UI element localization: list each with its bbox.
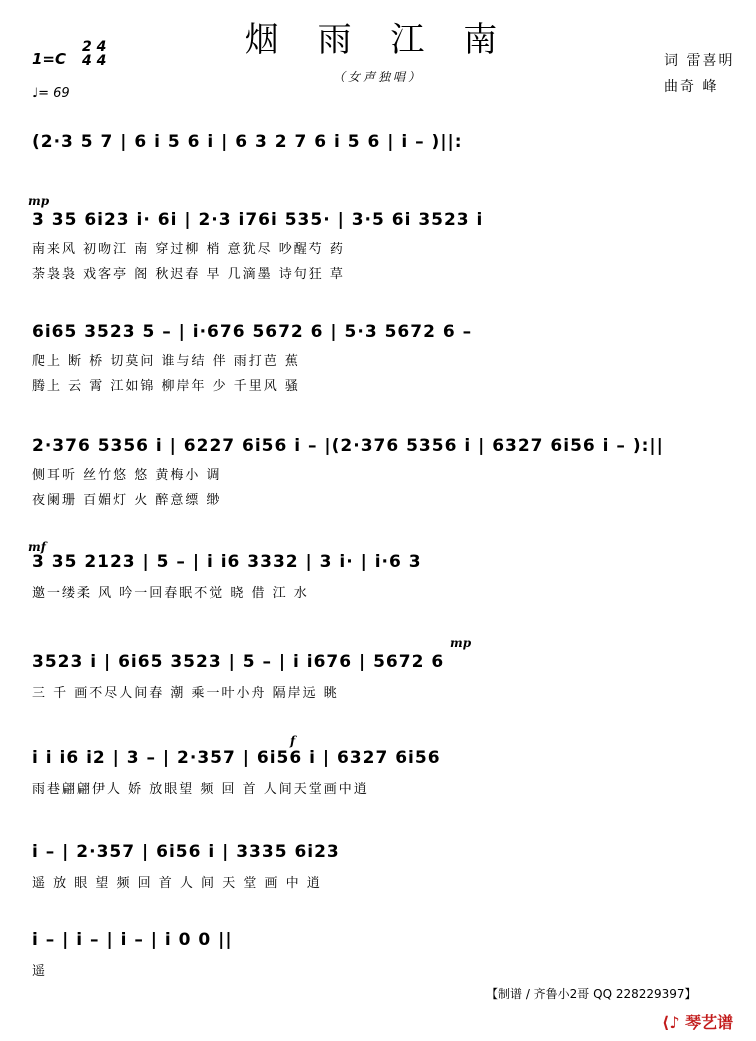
lyrics-verse-1: 邀一缕柔 风 吟一回春眠不觉 晓 借 江 水 xyxy=(32,586,309,601)
score-line-1 xyxy=(32,132,463,152)
site-logo xyxy=(662,1010,733,1033)
dynamic-mark: f xyxy=(290,734,296,748)
score-line-8 xyxy=(32,842,340,891)
notation-line: 3523 i | 6i65 3523 | 5 – | i i676 | 5672 6 xyxy=(32,652,445,672)
lyrics-verse-1: 遥 放 眼 望 频 回 首 人 间 天 堂 画 中 逍 xyxy=(32,876,322,891)
logo-icon: ⟨♪ xyxy=(662,1013,680,1032)
notation-line: 3 35 2123 | 5 – | i i6 3332 | 3 i· | i·6 3 xyxy=(32,552,422,572)
song-title: 烟 雨 江 南 xyxy=(244,20,512,60)
lyrics-verse-1: 侧耳听 丝竹悠 悠 黄梅小 调 xyxy=(32,468,222,483)
lyrics-verse-2: 荼袅袅 戏客亭 阁 秋迟春 早 几滴墨 诗句狂 草 xyxy=(32,267,345,282)
notation-line: 6i65 3523 5 – | i·676 5672 6 | 5·3 5672 6 – xyxy=(32,322,473,342)
dynamic-mark: mp xyxy=(28,194,50,208)
lyrics-verse-2: 夜阑珊 百媚灯 火 醉意缥 缈 xyxy=(32,493,222,508)
notation-line: (2·3 5 7 | 6 i 5 6 i | 6 3 2 7 6 i 5 6 | i – )||: xyxy=(32,132,463,152)
notation-line: 3 35 6i23 i· 6i | 2·3 i76i 535· | 3·5 6i 3523 i xyxy=(32,210,484,230)
lyrics-verse-1: 遥 xyxy=(32,964,48,979)
notation-line: i i i6 i2 | 3 – | 2·357 | 6i56 i | 6327 6i56 xyxy=(32,748,441,768)
notation-line: 2·376 5356 i | 6227 6i56 i – |(2·376 5356 i | 6327 6i56 i – ):|| xyxy=(32,436,664,456)
transcriber-credit: 【制谱 / 齐鲁小2哥 QQ 228229397】 xyxy=(486,987,697,1001)
lyricist-credit: 词 雷喜明 xyxy=(664,53,735,69)
dynamic-mark: mp xyxy=(450,636,472,650)
score-line-7 xyxy=(32,748,441,797)
composer-credit: 曲奇 峰 xyxy=(664,79,719,95)
score-line-3 xyxy=(32,322,472,394)
time-signature-bottom: 4 4 xyxy=(82,53,107,69)
song-subtitle: （女声独唱） xyxy=(332,70,423,84)
score-line-4 xyxy=(32,436,664,508)
score-line-5 xyxy=(32,552,422,601)
lyrics-verse-1: 爬上 断 桥 切莫问 谁与结 伴 雨打芭 蕉 xyxy=(32,354,300,369)
notation-line: i – | 2·357 | 6i56 i | 3335 6i23 xyxy=(32,842,340,862)
score-line-6 xyxy=(32,652,444,701)
score-line-9 xyxy=(32,930,233,979)
dynamic-mark: mf xyxy=(28,540,46,554)
lyrics-verse-1: 雨巷翩翩伊人 娇 放眼望 频 回 首 人间天堂画中逍 xyxy=(32,782,369,797)
lyrics-verse-1: 三 千 画不尽人间春 潮 乘一叶小舟 隔岸远 眺 xyxy=(32,686,339,701)
lyrics-verse-1: 南来风 初吻江 南 穿过柳 梢 意犹尽 吵醒芍 药 xyxy=(32,242,345,257)
key-signature: 1=C xyxy=(32,50,67,68)
time-signature xyxy=(82,40,106,68)
logo-text: 琴艺谱 xyxy=(685,1013,734,1032)
score-line-2 xyxy=(32,210,483,282)
time-signature-top: 2 4 xyxy=(82,39,107,55)
tempo-marking: ♩= 69 xyxy=(32,86,70,101)
notation-line: i – | i – | i – | i 0 0 || xyxy=(32,930,233,950)
lyrics-verse-2: 腾上 云 霄 江如锦 柳岸年 少 千里风 骚 xyxy=(32,379,300,394)
